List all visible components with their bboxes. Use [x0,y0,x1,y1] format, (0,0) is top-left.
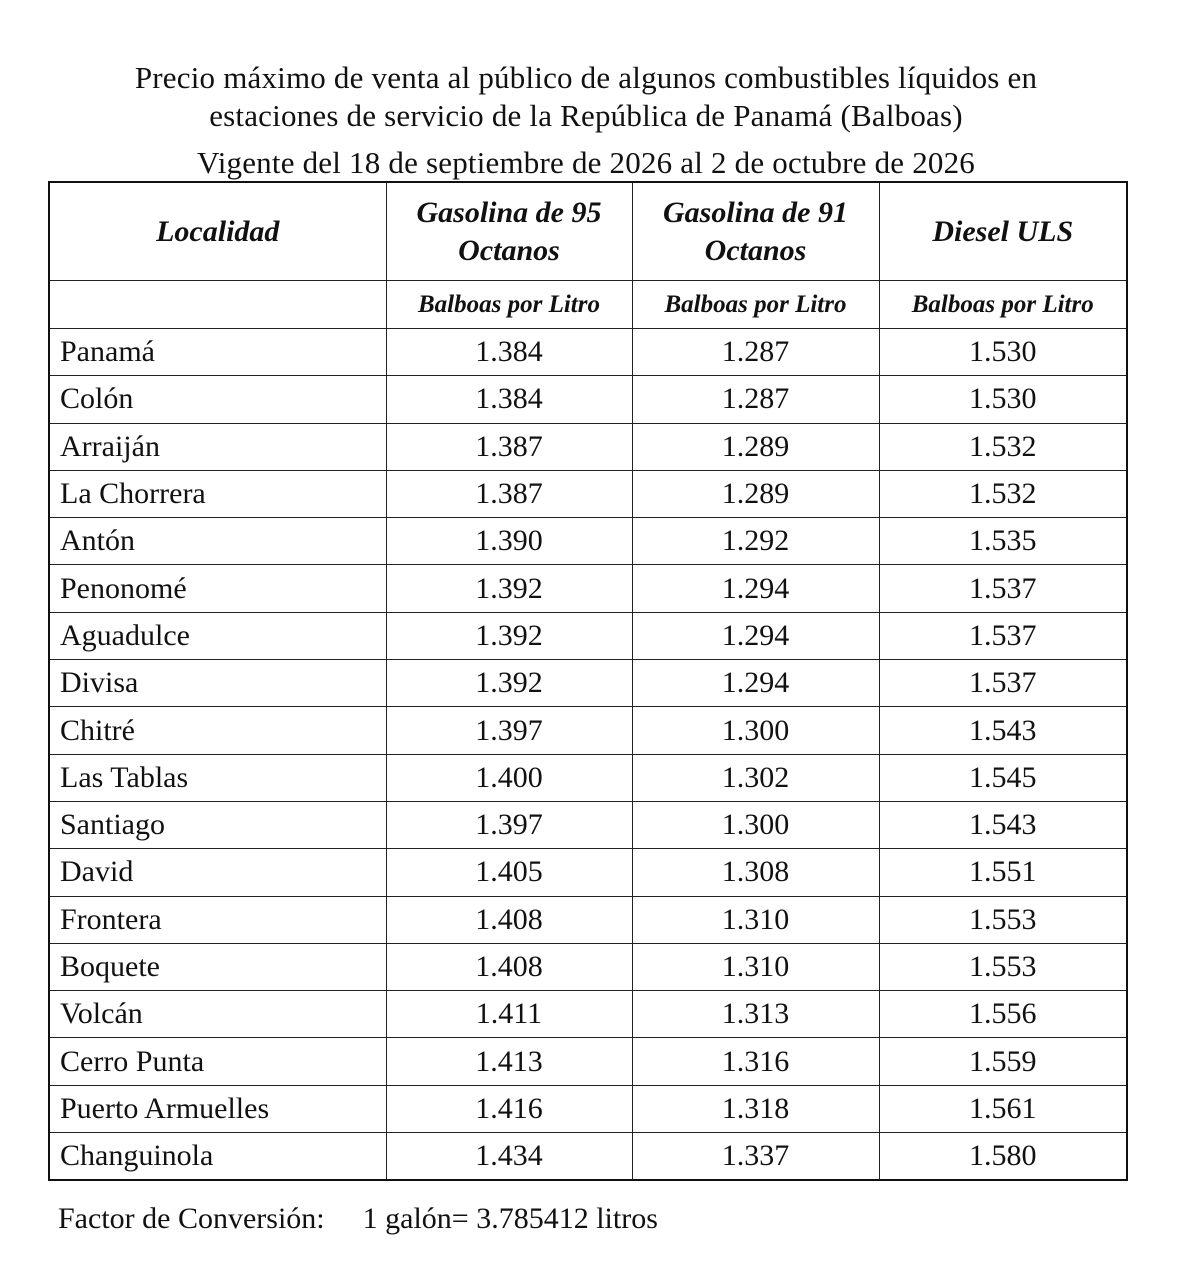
cell-diesel: 1.543 [879,801,1127,848]
header-gasolina-91-line2: Octanos [704,233,807,267]
cell-diesel: 1.532 [879,470,1127,517]
cell-gasolina-95: 1.392 [386,612,632,659]
cell-gasolina-91: 1.310 [632,943,879,990]
cell-gasolina-95: 1.413 [386,1038,632,1085]
cell-localidad: Las Tablas [49,754,386,801]
cell-localidad: Cerro Punta [49,1038,386,1085]
table-row [49,991,1127,1038]
cell-localidad: Chitré [49,707,386,754]
header-gasolina-95-line2: Octanos [458,233,560,267]
header-gasolina-95 [386,182,632,281]
cell-localidad: Penonomé [49,565,386,612]
units-localidad [49,281,386,329]
cell-localidad: David [49,849,386,896]
table-row [49,470,1127,517]
cell-gasolina-91: 1.313 [632,991,879,1038]
cell-gasolina-95: 1.387 [386,470,632,517]
cell-gasolina-95: 1.384 [386,329,632,376]
table-row [49,754,1127,801]
table-row [49,1133,1127,1181]
table-row [49,329,1127,376]
conversion-factor [58,1200,658,1238]
header-gasolina-95-line1: Gasolina de 95 [416,195,602,229]
cell-gasolina-95: 1.392 [386,660,632,707]
table-row [49,801,1127,848]
cell-localidad: Frontera [49,896,386,943]
cell-gasolina-91: 1.287 [632,376,879,423]
table-row [49,423,1127,470]
cell-localidad: Boquete [49,943,386,990]
cell-gasolina-95: 1.405 [386,849,632,896]
cell-gasolina-91: 1.310 [632,896,879,943]
cell-gasolina-95: 1.411 [386,991,632,1038]
cell-gasolina-95: 1.397 [386,707,632,754]
units-gasolina-91: Balboas por Litro [632,281,879,329]
units-gasolina-95: Balboas por Litro [386,281,632,329]
header-gasolina-91-line1: Gasolina de 91 [662,195,848,229]
units-diesel: Balboas por Litro [879,281,1127,329]
cell-localidad: Panamá [49,329,386,376]
cell-diesel: 1.543 [879,707,1127,754]
cell-gasolina-95: 1.392 [386,565,632,612]
header-gasolina-91 [632,182,879,281]
cell-diesel: 1.535 [879,518,1127,565]
cell-gasolina-91: 1.318 [632,1085,879,1132]
cell-gasolina-95: 1.408 [386,943,632,990]
cell-gasolina-95: 1.434 [386,1133,632,1181]
table-row [49,518,1127,565]
cell-localidad: Antón [49,518,386,565]
table-row [49,660,1127,707]
cell-diesel: 1.545 [879,754,1127,801]
cell-gasolina-95: 1.390 [386,518,632,565]
cell-gasolina-91: 1.294 [632,612,879,659]
cell-diesel: 1.561 [879,1085,1127,1132]
title-validity-dates: Vigente del 18 de septiembre de 2026 al 2 de octubre de 2026 [196,145,975,180]
cell-diesel: 1.532 [879,423,1127,470]
cell-gasolina-95: 1.408 [386,896,632,943]
table-body [49,329,1127,1181]
table-row [49,565,1127,612]
cell-gasolina-91: 1.294 [632,660,879,707]
cell-gasolina-95: 1.384 [386,376,632,423]
cell-diesel: 1.530 [879,376,1127,423]
table-row [49,1038,1127,1085]
table-row [49,612,1127,659]
cell-localidad: Aguadulce [49,612,386,659]
cell-diesel: 1.537 [879,612,1127,659]
cell-localidad: Arraiján [49,423,386,470]
title-line-1: Precio máximo de venta al público de algunos combustibles líquidos en [134,60,1038,95]
cell-localidad: Colón [49,376,386,423]
fuel-price-table [48,181,1128,1181]
units-row [49,281,1127,329]
cell-gasolina-91: 1.302 [632,754,879,801]
table-row [49,1085,1127,1132]
cell-gasolina-91: 1.289 [632,423,879,470]
cell-localidad: La Chorrera [49,470,386,517]
table-row [49,896,1127,943]
table-row [49,943,1127,990]
cell-localidad: Volcán [49,991,386,1038]
cell-gasolina-91: 1.316 [632,1038,879,1085]
cell-gasolina-91: 1.289 [632,470,879,517]
table-row [49,376,1127,423]
cell-gasolina-91: 1.294 [632,565,879,612]
table-row [49,707,1127,754]
cell-diesel: 1.551 [879,849,1127,896]
header-row [49,182,1127,281]
cell-diesel: 1.580 [879,1133,1127,1181]
cell-gasolina-91: 1.337 [632,1133,879,1181]
cell-gasolina-91: 1.300 [632,707,879,754]
conversion-value: 1 galón= 3.785412 litros [362,1202,658,1235]
table-row [49,849,1127,896]
cell-gasolina-91: 1.287 [632,329,879,376]
cell-gasolina-91: 1.292 [632,518,879,565]
cell-diesel: 1.553 [879,943,1127,990]
cell-gasolina-95: 1.397 [386,801,632,848]
conversion-label: Factor de Conversión: [58,1202,325,1235]
header-localidad: Localidad [49,182,386,281]
title-line-2: estaciones de servicio de la República de Panamá (Balboas) [209,98,963,133]
cell-localidad: Puerto Armuelles [49,1085,386,1132]
cell-diesel: 1.537 [879,660,1127,707]
cell-diesel: 1.553 [879,896,1127,943]
cell-diesel: 1.530 [879,329,1127,376]
cell-gasolina-95: 1.400 [386,754,632,801]
cell-diesel: 1.559 [879,1038,1127,1085]
header-diesel-uls: Diesel ULS [879,182,1127,281]
cell-localidad: Divisa [49,660,386,707]
cell-localidad: Santiago [49,801,386,848]
cell-gasolina-91: 1.300 [632,801,879,848]
cell-gasolina-95: 1.416 [386,1085,632,1132]
cell-gasolina-95: 1.387 [386,423,632,470]
cell-gasolina-91: 1.308 [632,849,879,896]
cell-diesel: 1.537 [879,565,1127,612]
cell-diesel: 1.556 [879,991,1127,1038]
cell-localidad: Changuinola [49,1133,386,1181]
